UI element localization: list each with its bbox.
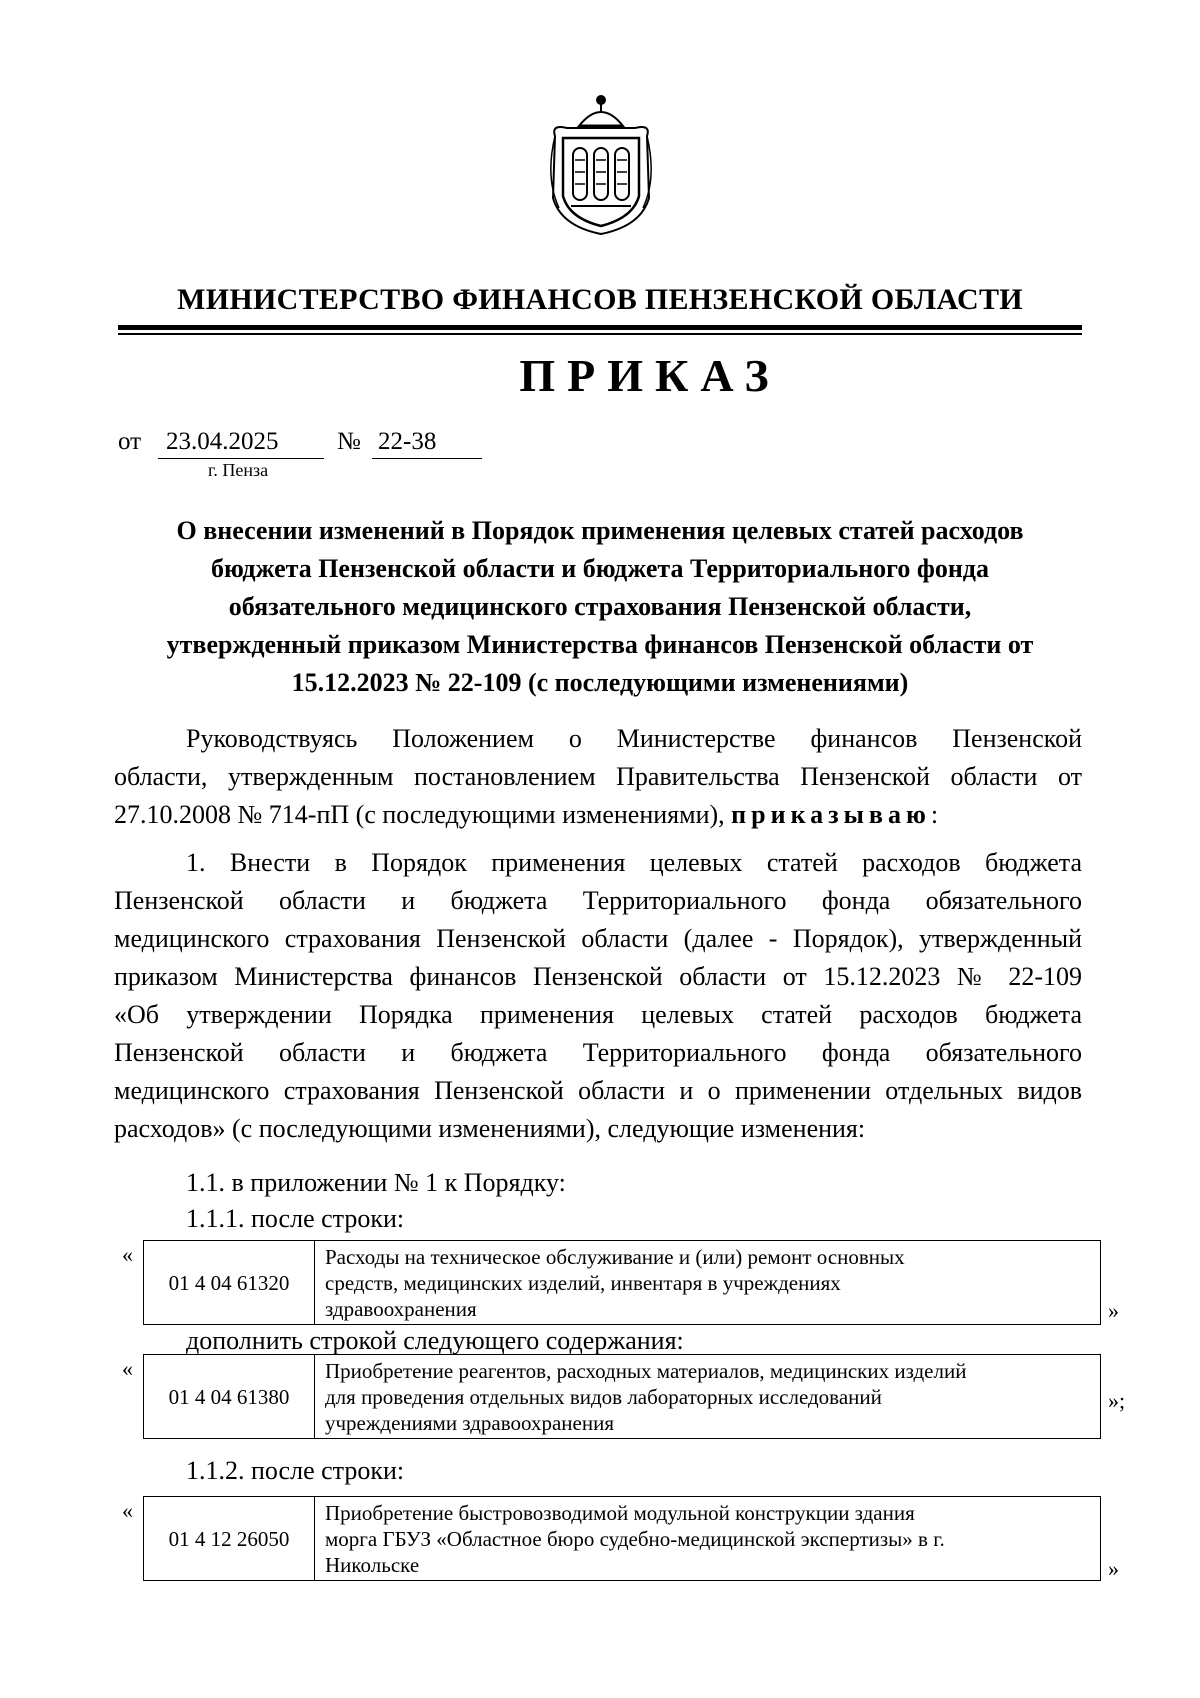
budget-code: 01 4 04 61320 [144, 1241, 315, 1325]
description-line: для проведения отдельных видов лабораторных исследований [325, 1384, 882, 1409]
add-row-instruction: дополнить строкой следующего содержания: [186, 1326, 684, 1355]
budget-code: 01 4 04 61380 [144, 1355, 315, 1439]
title-line: О внесении изменений в Порядок применения целевых статей расходов [176, 516, 1024, 545]
document-number: 22-38 [378, 428, 437, 455]
expense-description [315, 1355, 1101, 1439]
expense-description [315, 1497, 1101, 1581]
open-quote: « [122, 1498, 133, 1523]
close-quote: » [1108, 1556, 1119, 1581]
code-table-3 [143, 1496, 1101, 1581]
expense-description [315, 1241, 1101, 1325]
description-line: Никольске [325, 1552, 420, 1577]
date-underline [158, 458, 324, 459]
title-line: 15.12.2023 № 22-109 (с последующими изменениями) [291, 668, 909, 697]
budget-code: 01 4 12 26050 [144, 1497, 315, 1581]
number-prefix: № [337, 428, 361, 455]
ministry-name: МИНИСТЕРСТВО ФИНАНСОВ ПЕНЗЕНСКОЙ ОБЛАСТИ [177, 283, 1023, 316]
number-underline [372, 458, 482, 459]
subitem-1-1: 1.1. в приложении № 1 к Порядку: [186, 1168, 566, 1197]
description-line: Расходы на техническое обслуживание и (или) ремонт основных [325, 1244, 905, 1269]
item-1-line: 1. Внести в Порядок применения целевых статей расходов бюджета [186, 848, 1082, 877]
item-1-line: «Об утверждении Порядка применения целевых статей расходов бюджета [114, 1000, 1082, 1029]
item-1-line: Пензенской области и бюджета Территориального фонда обязательного [114, 1038, 1082, 1067]
coat-of-arms-emblem [541, 88, 661, 236]
title-line: бюджета Пензенской области и бюджета Территориального фонда [211, 554, 989, 583]
open-quote: « [122, 1242, 133, 1267]
table-row [144, 1497, 1101, 1581]
item-1-line: приказом Министерства финансов Пензенской области от 15.12.2023 № 22-109 [114, 962, 1082, 991]
close-quote: »; [1108, 1388, 1126, 1413]
preamble-line: области, утвержденным постановлением Правительства Пензенской области от [114, 762, 1082, 791]
subitem-1-1-2: 1.1.2. после строки: [186, 1456, 405, 1485]
description-line: морга ГБУЗ «Областное бюро судебно-медицинской экспертизы» в г. [325, 1526, 945, 1551]
code-table-2 [143, 1354, 1101, 1439]
code-table-1 [143, 1240, 1101, 1325]
table-row [144, 1355, 1101, 1439]
description-line: Приобретение быстровозводимой модульной конструкции здания [325, 1500, 915, 1525]
subitem-1-1-1: 1.1.1. после строки: [186, 1204, 405, 1233]
preamble-line-final [114, 796, 1082, 834]
description-line: средств, медицинских изделий, инвентаря в учреждениях [325, 1270, 841, 1295]
item-1-line: медицинского страхования Пензенской области (далее - Порядок), утвержденный [114, 924, 1082, 953]
item-1-line: медицинского страхования Пензенской области и о применении отдельных видов [114, 1076, 1082, 1105]
description-line: учреждениями здравоохранения [325, 1410, 614, 1435]
preamble-colon: : [930, 800, 939, 829]
item-1-paragraph [114, 844, 1082, 1148]
item-1-line: Пензенской области и бюджета Территориального фонда обязательного [114, 886, 1082, 915]
order-word: приказываю [731, 800, 931, 829]
open-quote: « [122, 1356, 133, 1381]
table-row [144, 1241, 1101, 1325]
document-date: 23.04.2025 [166, 428, 279, 455]
document-type: ПРИКАЗ [519, 350, 781, 401]
preamble-text: 27.10.2008 № 714-пП (с последующими изменениями), [114, 800, 725, 829]
document-title [118, 512, 1082, 702]
date-prefix: от [118, 428, 142, 455]
preamble-line: Руководствуясь Положением о Министерстве финансов Пензенской [186, 724, 1082, 753]
preamble-paragraph [114, 720, 1082, 834]
title-line: утвержденный приказом Министерства финансов Пензенской области от [166, 630, 1034, 659]
header-rule-thin [118, 333, 1082, 335]
header-rule-thick [118, 325, 1082, 330]
description-line: Приобретение реагентов, расходных материалов, медицинских изделий [325, 1358, 967, 1383]
description-line: здравоохранения [325, 1296, 477, 1321]
document-city: г. Пенза [208, 460, 269, 480]
item-1-line: расходов» (с последующими изменениями), следующие изменения: [114, 1114, 866, 1143]
close-quote: » [1108, 1298, 1119, 1323]
title-line: обязательного медицинского страхования Пензенской области, [228, 592, 972, 621]
